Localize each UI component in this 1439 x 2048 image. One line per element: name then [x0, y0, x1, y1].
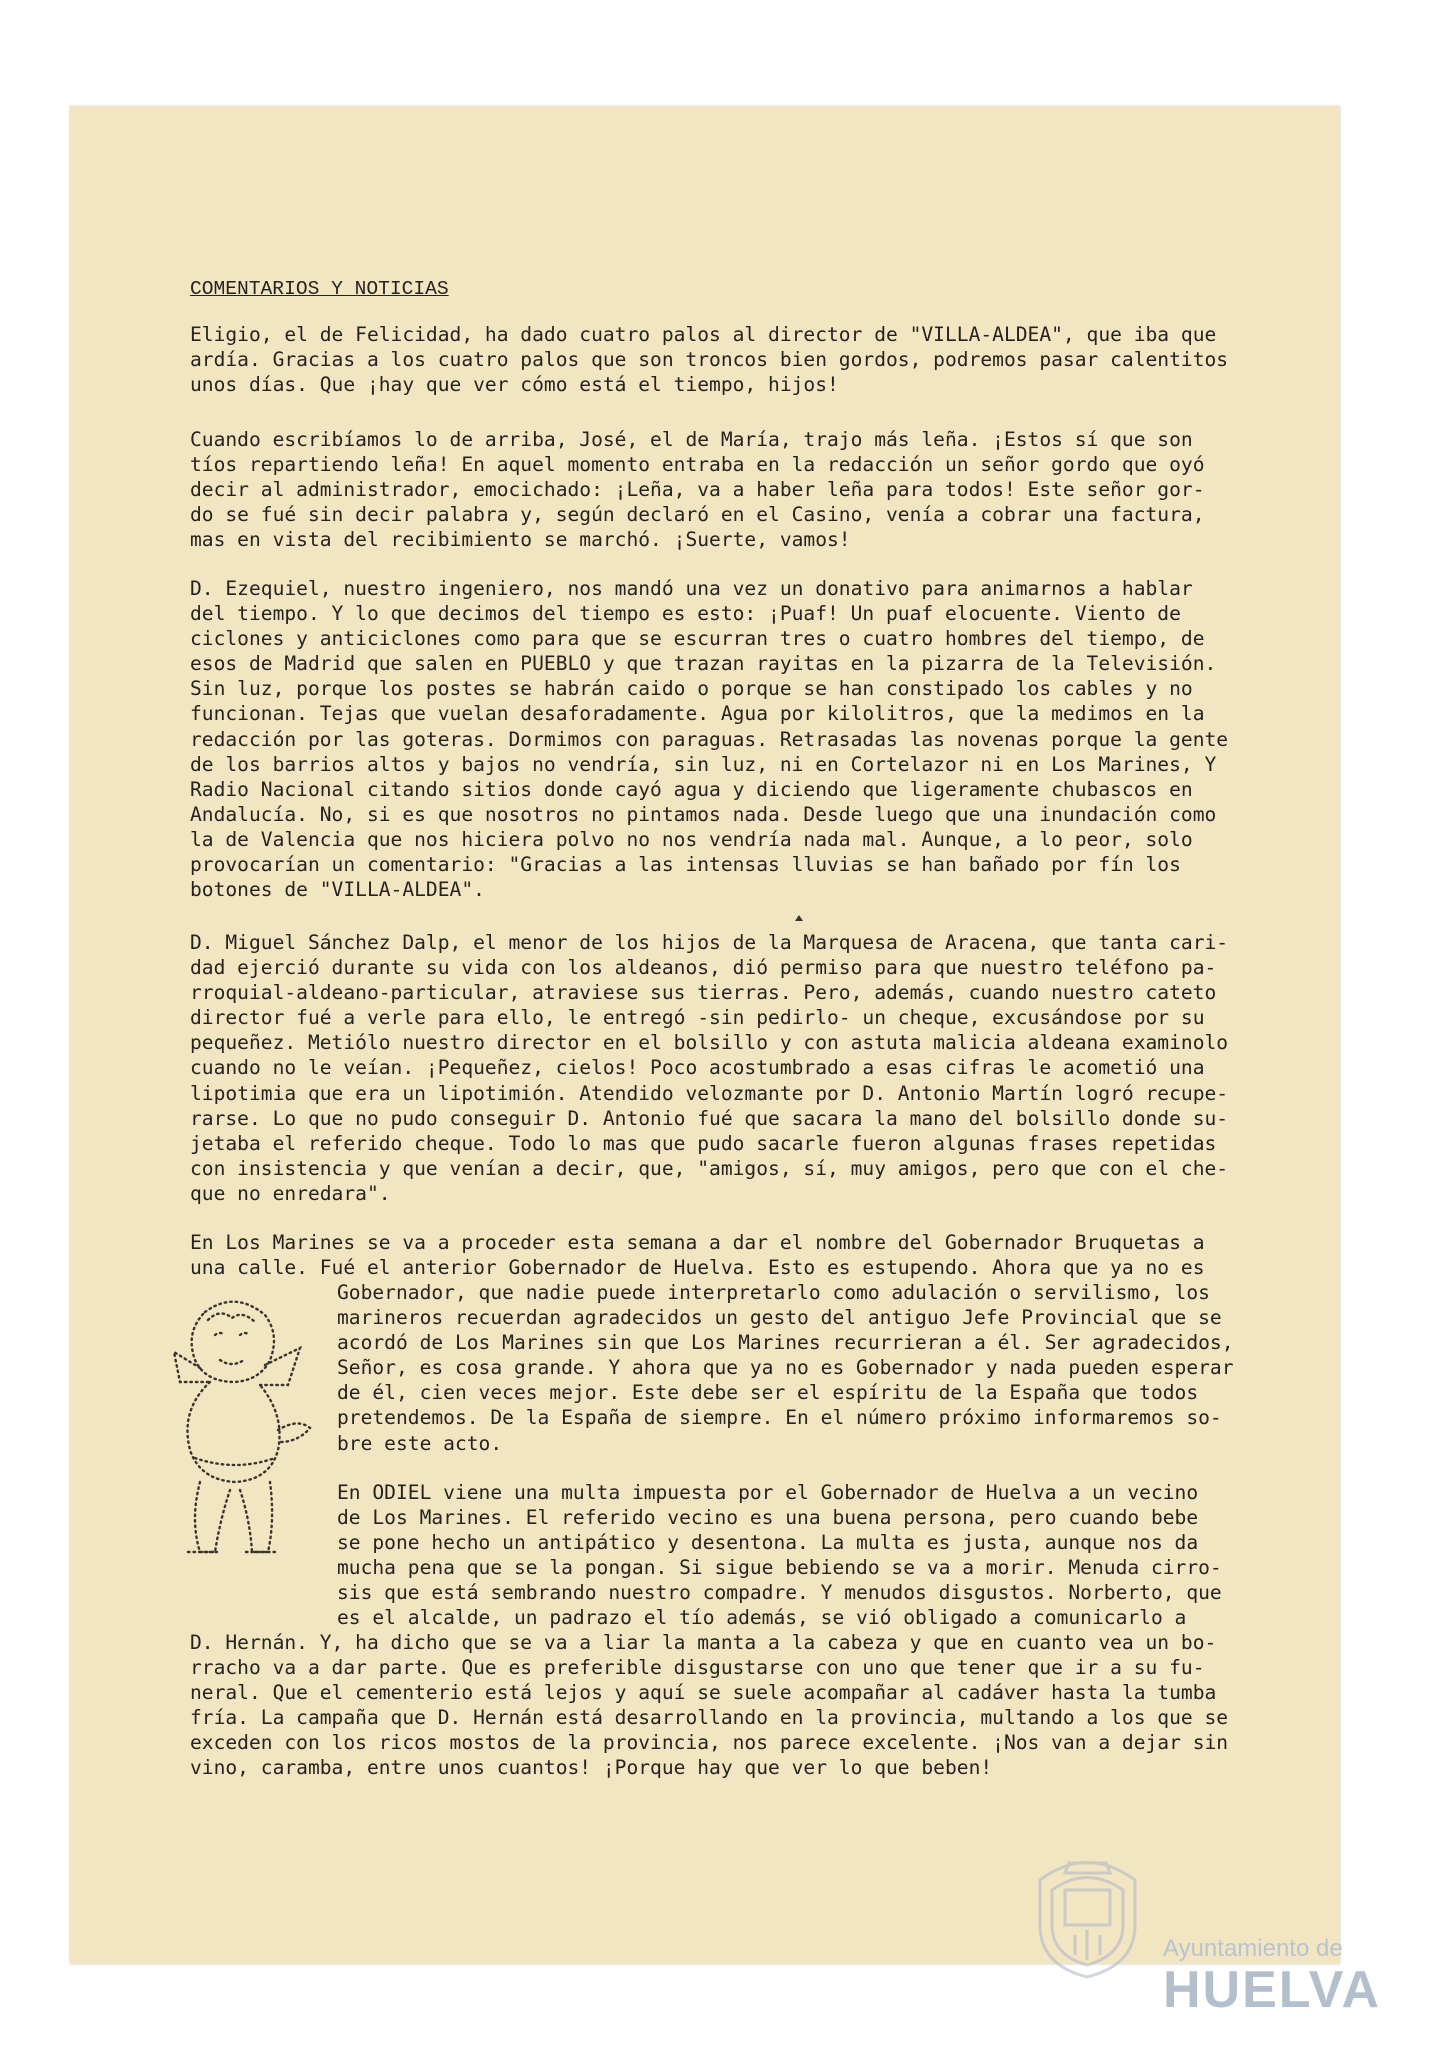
dotted-figure-illustration [160, 1290, 320, 1590]
city-seal-watermark [1020, 1845, 1155, 1980]
paragraph-more-wood: Cuando escribíamos lo de arriba, José, el de María, trajo más leña. ¡Estos sí que son tíos repartiendo leña! En aquel momento entraba en la redacción un señor gordo que oyó decir al administrador, emocichado: ¡Leña, va a haber leña para todos! Este señor gor- do se fué sin decir palabra y, según declaró en el Casino, venía a cobrar una factura, mas en vista del recibimiento se marchó. ¡Suerte, vamos! [190, 428, 1205, 552]
paragraph-wood: Eligio, el de Felicidad, ha dado cuatro palos al director de "VILLA-ALDEA", que iba que ardía. Gracias a los cuatro palos que son troncos bien gordos, podremos pasar calentitos unos días. Que ¡hay que ver cómo está el tiempo, hijos! [190, 323, 1229, 397]
paragraph-fine: En ODIEL viene una multa impuesta por el Gobernador de Huelva a un vecino de Los Marines. El referido vecino es una buena persona, pero cuando bebe se pone hecho un antipático y desentona. La multa es justa, aunque nos da mucha pena que se la pongan. Si sigue bebiendo se va a morir. Menuda cirro- sis que está sembrando nuestro compadre. Y menudos disgustos. Norberto, que es el alcalde, un padrazo el tío además, se vió obligado a comunicarlo a [337, 1481, 1222, 1630]
paragraph-weather: D. Ezequiel, nuestro ingeniero, nos mandó una vez un donativo para animarnos a hablar del tiempo. Y lo que decimos del tiempo es esto: ¡Puaf! Un puaf elocuente. Viento de ciclones y anticiclones como para que se escurran tres o cuatro hombres del tiempo, de esos de Madrid que salen en PUEBLO y que trazan rayitas en la pizarra de la Televisión. Sin luz, porque los postes se habrán caido o porque se han constipado los cables y no funcionan. Tejas que vuelan desaforadamente. Agua por kilolitros, que la medimos en la redacción por las goteras. Dormimos con paraguas. Retrasadas las novenas porque la gente de los barrios altos y bajos no vendría, sin luz, ni en Cortelazor ni en Los Marines, Y Radio Nacional citando sitios donde cayó agua y diciendo que ligeramente chubascos en Andalucía. No, si es que nosotros no pintamos nada. Desde luego que una inundación como la de Valencia que nos hiciera polvo no nos vendría nada mal. Aunque, a lo peor, solo provocarían un comentario: "Gracias a las intensas lluvias se han bañado por fín los botones de "VILLA-ALDEA". [190, 577, 1229, 902]
paragraph-campaign: D. Hernán. Y, ha dicho que se va a liar la manta a la cabeza y que en cuanto vea un bo- rracho va a dar parte. Que es preferible disgustarse con uno que tener que ir a su fu- neral. Que el cementerio está lejos y aquí se suele acompañar al cadáver hasta la tumba fría. La campaña que D. Hernán está desarrollando en la provincia, multando a los que se exceden con los ricos mostos de la provincia, nos parece excelente. ¡Nos van a dejar sin vino, caramba, entre unos cuantos! ¡Porque hay que ver lo que beben! [190, 1631, 1229, 1780]
watermark-city-council: Ayuntamiento de [1163, 1935, 1343, 1962]
page-title: COMENTARIOS Y NOTICIAS [190, 278, 449, 300]
paragraph-governor: Gobernador, que nadie puede interpretarlo como adulación o servilismo, los marineros recuerdan agradecidos un gesto del antiguo Jefe Provincial que se acordó de Los Marines sin que Los Marines recurrieran a él. Ser agradecidos, Señor, es cosa grande. Y ahora que ya no es Gobernador y nada pueden esperar de él, cien veces mejor. Este debe ser el espíritu de la España que todos pretendemos. De la España de siempre. En el número próximo informaremos so- bre este acto. [337, 1281, 1234, 1455]
paragraph-governor-intro: En Los Marines se va a proceder esta semana a dar el nombre del Gobernador Bruquetas a una calle. Fué el anterior Gobernador de Huelva. Esto es estupendo. Ahora que ya no es [190, 1231, 1205, 1280]
watermark-city-name: HUELVA [1163, 1961, 1382, 2019]
proofreading-caret [795, 915, 803, 921]
paragraph-cheque: D. Miguel Sánchez Dalp, el menor de los hijos de la Marquesa de Aracena, que tanta cari- dad ejerció durante su vida con los aldeanos, dió permiso para que nuestro teléfono pa- rroquial-aldeano-particular, atraviese sus tierras. Pero, además, cuando nuestro cateto director fué a verle para ello, le entregó -sin pedirlo- un cheque, excusándose por su pequeñez. Metiólo nuestro director en el bolsillo y con astuta malicia aldeana examinolo cuando no le veían. ¡Pequeñez, cielos! Poco acostumbrado a esas cifras le acometió una lipotimia que era un lipotimión. Atendido velozmante por D. Antonio Martín logró recupe- rarse. Lo que no pudo conseguir D. Antonio fué que sacara la mano del bolsillo donde su- jetaba el referido cheque. Todo lo mas que pudo sacarle fueron algunas frases repetidas con insistencia y que venían a decir, que, "amigos, sí, muy amigos, pero que con el che- que no enredara". [190, 931, 1229, 1205]
